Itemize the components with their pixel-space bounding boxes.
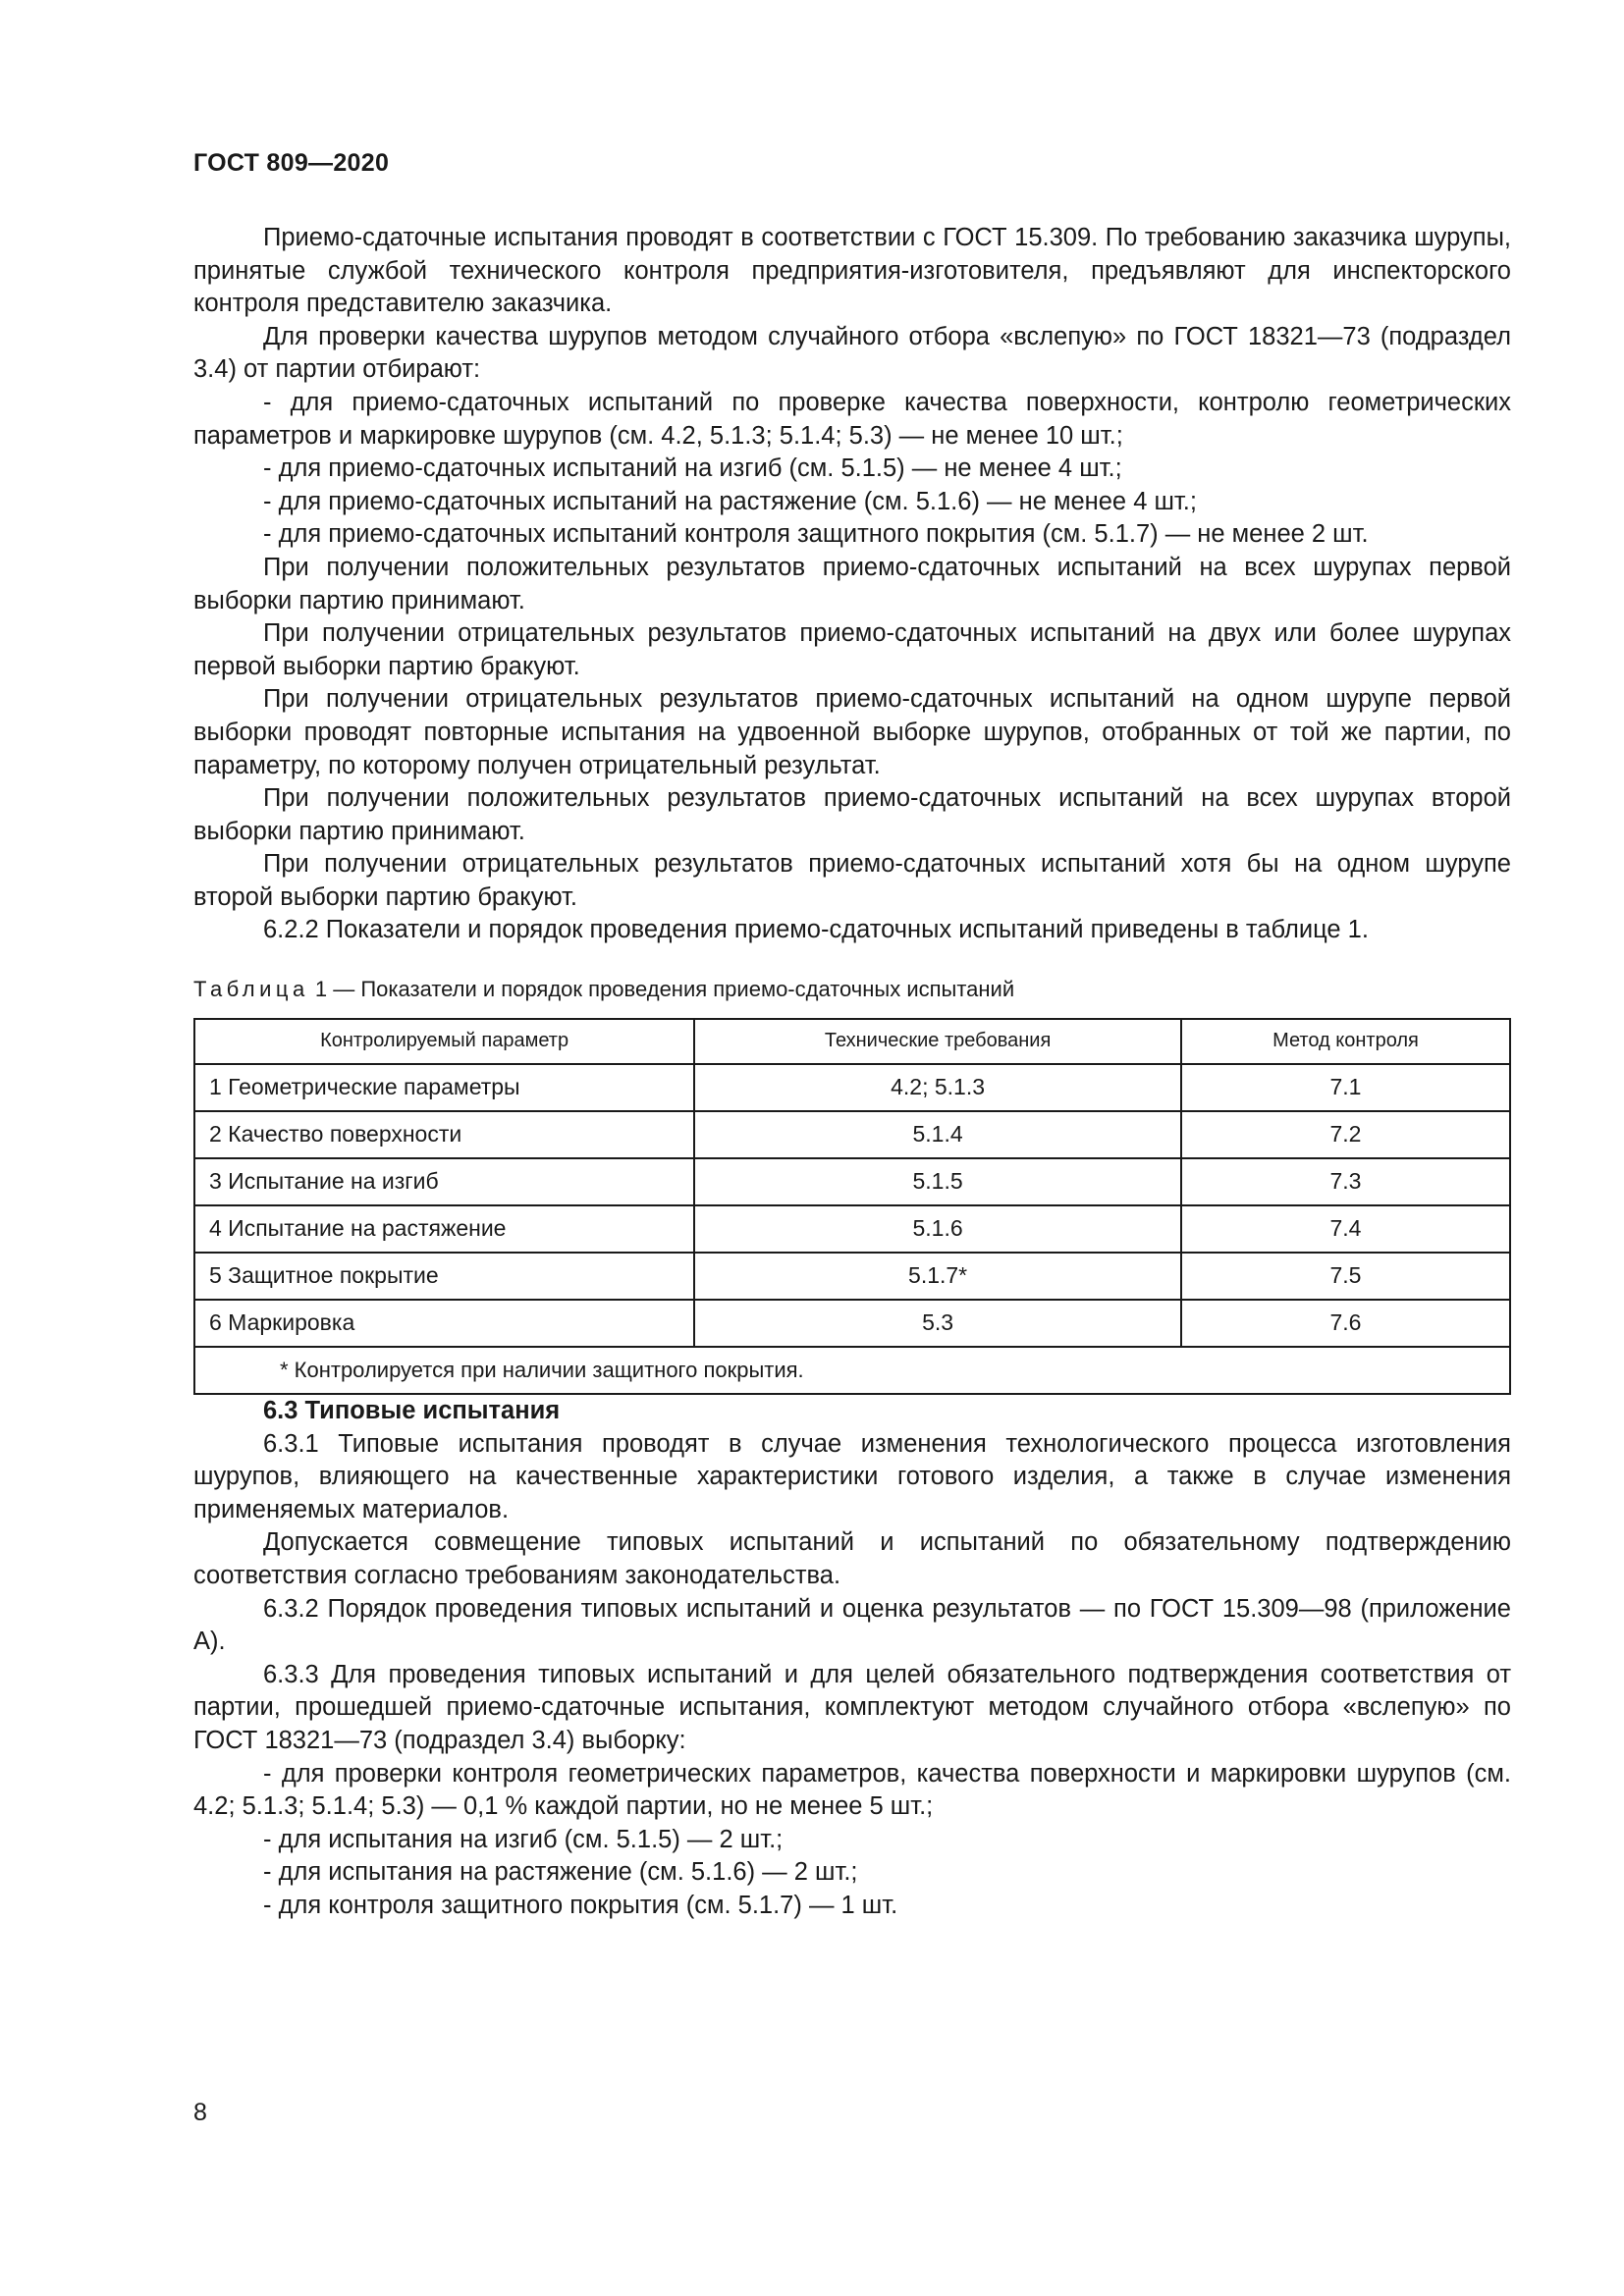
- table-cell: 7.6: [1181, 1300, 1510, 1347]
- table-row: [194, 1300, 1510, 1347]
- table-cell: 7.5: [1181, 1253, 1510, 1300]
- list-item: - для приемо-сдаточных испытаний по проверке качества поверхности, контролю геометрических параметров и маркировке шурупов (см. 4.2, 5.1.3; 5.1.4; 5.3) — не менее 10 шт.;: [193, 388, 1511, 450]
- table-cell: 1 Геометрические параметры: [194, 1064, 694, 1111]
- table-footnote-row: [194, 1347, 1510, 1394]
- table-cell: 5 Защитное покрытие: [194, 1253, 694, 1300]
- paragraph: При получении положительных результатов приемо-сдаточных испытаний на всех шурупах второй выборки партию принимают.: [193, 784, 1511, 845]
- paragraph: При получении положительных результатов приемо-сдаточных испытаний на всех шурупах первой выборки партию принимают.: [193, 553, 1511, 614]
- table-cell: 4.2; 5.1.3: [694, 1064, 1181, 1111]
- table-cell: 5.1.5: [694, 1158, 1181, 1205]
- table-cell: 7.4: [1181, 1205, 1510, 1253]
- column-header: Технические требования: [694, 1019, 1181, 1064]
- list-item: - для проверки контроля геометрических параметров, качества поверхности и маркировки шурупов (см. 4.2; 5.1.3; 5.1.4; 5.3) — 0,1 % каждой партии, но не менее 5 шт.;: [193, 1759, 1511, 1821]
- table-cell: 2 Качество поверхности: [194, 1111, 694, 1158]
- table-cell: 7.2: [1181, 1111, 1510, 1158]
- table-header-row: [194, 1019, 1510, 1064]
- column-header: Контролируемый параметр: [194, 1019, 694, 1064]
- paragraph: При получении отрицательных результатов приемо-сдаточных испытаний на одном шурупе первой выборки проводят повторные испытания на удвоенной выборке шурупов, отобранных от той же партии, по параметру, по которому получен отрицательный результат.: [193, 685, 1511, 779]
- page-number: 8: [193, 2099, 207, 2126]
- table-caption: [193, 975, 1511, 1004]
- paragraph: Приемо-сдаточные испытания проводят в соответствии с ГОСТ 15.309. По требованию заказчика шурупы, принятые службой технического контроля предприятия-изготовителя, предъявляют для инспекторского контроля представителю заказчика.: [193, 224, 1511, 318]
- document-header: ГОСТ 809—2020: [193, 149, 390, 177]
- list-item: - для приемо-сдаточных испытаний контроля защитного покрытия (см. 5.1.7) — не менее 2 шт.: [263, 520, 1369, 549]
- section-title: 6.3 Типовые испытания: [263, 1397, 561, 1425]
- table-cell: 5.3: [694, 1300, 1181, 1347]
- table-caption-text: 1 — Показатели и порядок проведения приемо-сдаточных испытаний: [308, 977, 1015, 1002]
- table-cell: 7.1: [1181, 1064, 1510, 1111]
- list-item: - для приемо-сдаточных испытаний на изгиб (см. 5.1.5) — не менее 4 шт.;: [263, 454, 1122, 483]
- list-item: - для приемо-сдаточных испытаний на растяжение (см. 5.1.6) — не менее 4 шт.;: [263, 487, 1197, 515]
- table-row: [194, 1064, 1510, 1111]
- table-cell: 6 Маркировка: [194, 1300, 694, 1347]
- table-cell: 5.1.6: [694, 1205, 1181, 1253]
- table-cell: 5.1.7*: [694, 1253, 1181, 1300]
- table-cell: 4 Испытание на растяжение: [194, 1205, 694, 1253]
- paragraph: Допускается совмещение типовых испытаний и испытаний по обязательному подтверждению соответствия согласно требованиям законодательства.: [193, 1528, 1511, 1590]
- list-item: - для испытания на растяжение (см. 5.1.6) — 2 шт.;: [263, 1858, 858, 1887]
- table-row: [194, 1111, 1510, 1158]
- document-body: [193, 222, 1511, 1923]
- paragraph: При получении отрицательных результатов приемо-сдаточных испытаний хотя бы на одном шурупе второй выборки партию бракуют.: [193, 850, 1511, 911]
- paragraph: При получении отрицательных результатов приемо-сдаточных испытаний на двух или более шурупах первой выборки партию бракуют.: [193, 619, 1511, 680]
- paragraph: 6.3.3 Для проведения типовых испытаний и для целей обязательного подтверждения соответствия от партии, прошедшей приемо-сдаточные испытания, комплектуют методом случайного отбора «вслепую» по ГОСТ 18321—73 (подраздел 3.4) выборку:: [193, 1660, 1511, 1754]
- table-cell: 5.1.4: [694, 1111, 1181, 1158]
- paragraph: 6.3.2 Порядок проведения типовых испытаний и оценка результатов — по ГОСТ 15.309—98 (приложение А).: [193, 1594, 1511, 1656]
- paragraph: 6.3.1 Типовые испытания проводят в случае изменения технологического процесса изготовления шурупов, влияющего на качественные характеристики готового изделия, а также в случае изменения применяемых материалов.: [193, 1429, 1511, 1523]
- acceptance-tests-table: [193, 1018, 1511, 1395]
- table-cell: 3 Испытание на изгиб: [194, 1158, 694, 1205]
- table-row: [194, 1158, 1510, 1205]
- table-row: [194, 1205, 1510, 1253]
- paragraph: 6.2.2 Показатели и порядок проведения приемо-сдаточных испытаний приведены в таблице 1.: [263, 916, 1369, 944]
- table-footnote: * Контролируется при наличии защитного покрытия.: [194, 1347, 1510, 1394]
- table-row: [194, 1253, 1510, 1300]
- table-caption-label: Таблица: [193, 977, 309, 1002]
- list-item: - для испытания на изгиб (см. 5.1.5) — 2 шт.;: [263, 1825, 784, 1853]
- table-cell: 7.3: [1181, 1158, 1510, 1205]
- list-item: - для контроля защитного покрытия (см. 5.1.7) — 1 шт.: [263, 1891, 898, 1919]
- paragraph: Для проверки качества шурупов методом случайного отбора «вслепую» по ГОСТ 18321—73 (подраздел 3.4) от партии отбирают:: [193, 322, 1511, 384]
- column-header: Метод контроля: [1181, 1019, 1510, 1064]
